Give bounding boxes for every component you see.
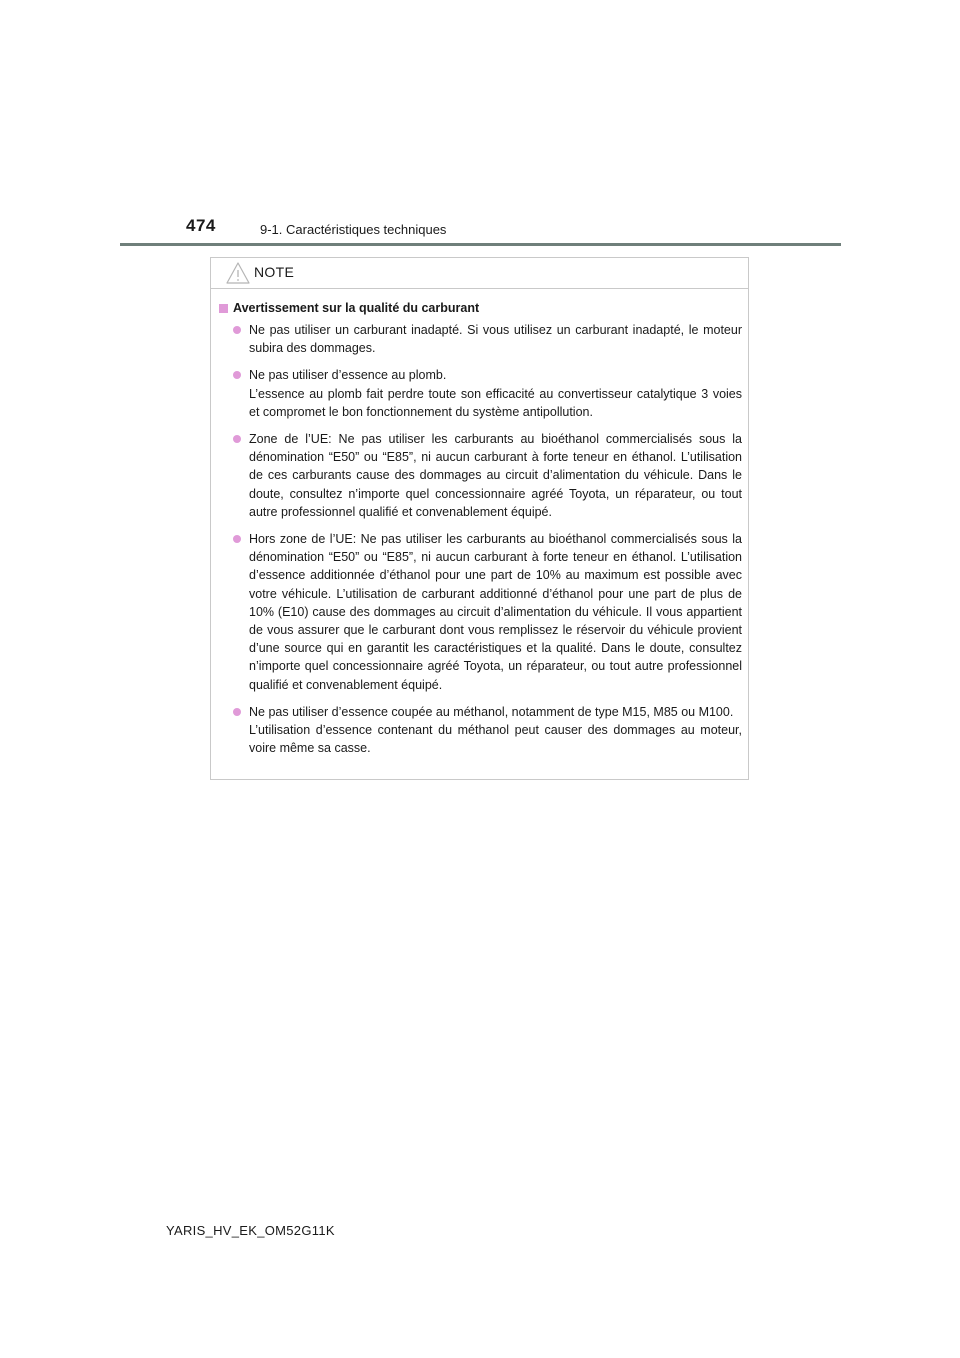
list-item-text (249, 366, 742, 421)
list-item (219, 366, 742, 421)
list-item (219, 430, 742, 521)
circle-bullet-icon (233, 326, 241, 334)
note-subheading (219, 301, 742, 315)
section-title: 9-1. Caractéristiques techniques (260, 222, 447, 237)
document-code: YARIS_HV_EK_OM52G11K (166, 1223, 335, 1238)
list-item-line: Hors zone de l’UE: Ne pas utiliser les carburants au bioéthanol commercialisés sous la dénomination “E50” ou “E85”, ni aucun carburant à forte teneur en éthanol. L’utilisation d’essence additionnée d’éthanol pour une part de 10% au maximum est possible avec votre véhicule. L’utilisation de carburant additionné d’éthanol pour une part de plus de 10% (E10) cause des dommages au circuit d’alimentation du véhicule. Il vous appartient de vous assurer que le carburant dont vous remplissez le réservoir du véhicule provient d’une source qui en garantit les caractéristiques et la qualité. Dans le doute, consultez n’importe quel concessionnaire agréé Toyota, un réparateur, ou tout autre professionnel qualifié et convenablement équipé. (249, 532, 742, 692)
list-item-line: Ne pas utiliser un carburant inadapté. Si vous utilisez un carburant inadapté, le moteur subira des dommages. (249, 323, 742, 356)
circle-bullet-icon (233, 371, 241, 379)
warning-triangle-icon (225, 261, 251, 285)
page-number: 474 (186, 216, 216, 235)
list-item (219, 530, 742, 694)
list-item (219, 703, 742, 758)
list-item-text (249, 430, 742, 521)
list-item-line: Ne pas utiliser d’essence coupée au méthanol, notamment de type M15, M85 ou M100. (249, 704, 734, 719)
circle-bullet-icon (233, 708, 241, 716)
header-divider (120, 243, 841, 246)
note-subheading-text: Avertissement sur la qualité du carburant (233, 301, 480, 315)
note-header (211, 258, 748, 289)
circle-bullet-icon (233, 435, 241, 443)
list-item-text (249, 321, 742, 357)
list-item-line: Zone de l’UE: Ne pas utiliser les carburants au bioéthanol commercialisés sous la dénomination “E50” ou “E85”, ni aucun carburant à forte teneur en éthanol. L’utilisation de ces carburants cause des dommages au circuit d’alimentation du véhicule. Dans le doute, consultez n’importe quel concessionnaire agréé Toyota, un réparateur, ou tout autre professionnel qualifié et convenablement équipé. (249, 432, 742, 519)
list-item-text (249, 530, 742, 694)
note-box (210, 257, 749, 780)
list-item-line: L’utilisation d’essence contenant du méthanol peut causer des dommages au moteur, voire même sa casse. (249, 723, 742, 756)
list-item (219, 321, 742, 357)
note-body (211, 289, 748, 757)
circle-bullet-icon (233, 535, 241, 543)
square-bullet-icon (219, 304, 228, 313)
list-item-line: L’essence au plomb fait perdre toute son efficacité au convertisseur catalytique 3 voies et compromet le bon fonctionnement du système antipollution. (249, 386, 742, 419)
list-item-line: Ne pas utiliser d’essence au plomb. (249, 368, 447, 383)
note-title: NOTE (254, 264, 295, 280)
list-item-text (249, 703, 742, 758)
